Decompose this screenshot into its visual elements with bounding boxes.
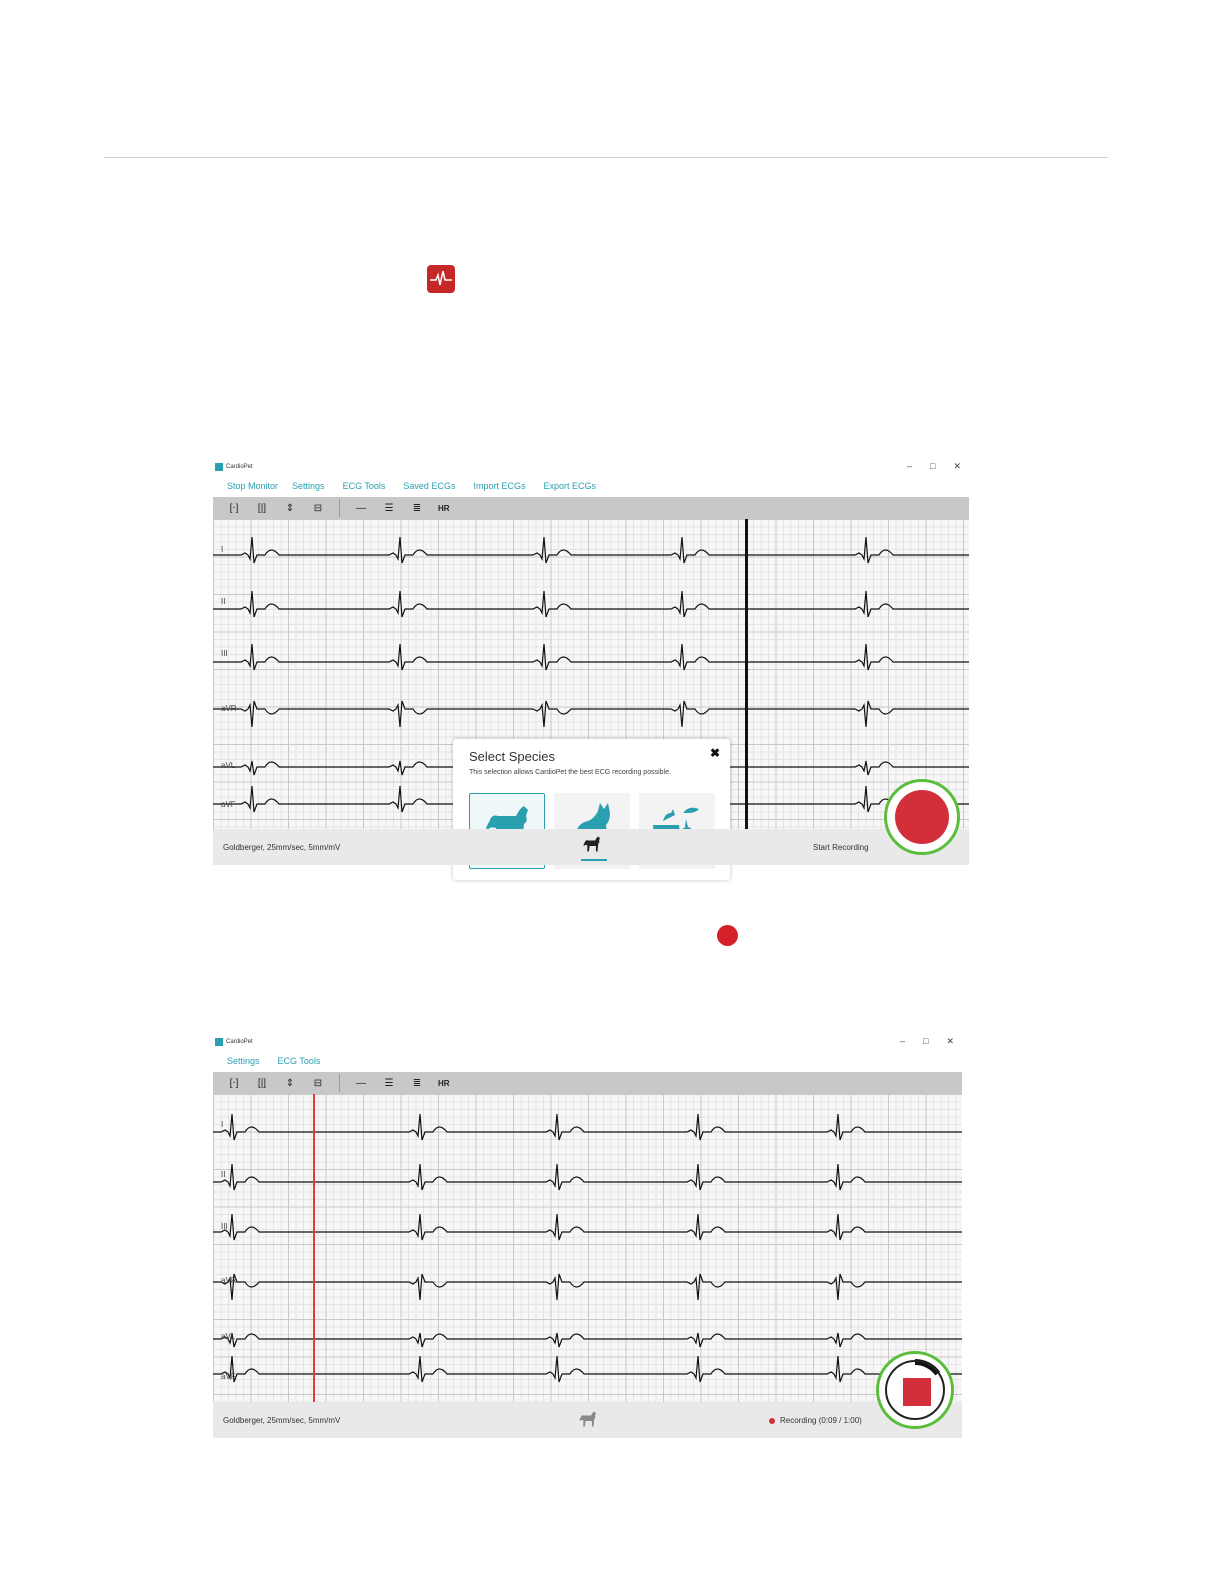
title-bar [213,459,969,475]
screenshot-recording [213,1034,962,1438]
lead-label-iii: III [221,649,228,658]
lead-label-ii: II [221,597,226,606]
ecg-lead-trace [213,701,969,727]
three-lead-icon[interactable]: ☰ [384,502,394,514]
start-recording-label: Start Recording [813,843,869,852]
menu-saved-ecgs[interactable]: Saved ECGs [403,481,456,491]
stop-recording-button[interactable] [876,1351,954,1429]
hr-button[interactable]: HR [438,1078,450,1088]
ecg-lead-trace [213,591,969,617]
ecg-lead-trace [213,1356,962,1382]
lead-label-avr: aVR [221,1276,237,1285]
menu-stop-monitor[interactable]: Stop Monitor [227,481,279,491]
dialog-subtitle: This selection allows CardioPet the best ECG recording possible. [469,769,671,776]
app-title: CardioPet [226,1039,253,1045]
display-settings-text: Goldberger, 25mm/sec, 5mm/mV [223,1416,341,1425]
single-lead-icon[interactable]: — [356,1077,366,1089]
active-tab-indicator [581,859,607,861]
recording-indicator-icon [769,1418,775,1424]
display-settings-text: Goldberger, 25mm/sec, 5mm/mV [223,843,341,852]
ecg-lead-trace [213,1214,962,1240]
compress-icon[interactable]: ⇕ [285,502,295,514]
ecg-lead-trace [213,537,969,563]
page-divider [104,157,1108,158]
dog-icon [581,833,603,855]
species-tab[interactable] [581,833,607,861]
toolbar [213,1072,962,1094]
expand-h-icon[interactable]: [‧] [229,1077,239,1089]
menu-export-ecgs[interactable]: Export ECGs [543,481,596,491]
sweep-cursor [745,519,748,829]
minimize-button[interactable]: – [907,461,913,471]
dialog-title: Select Species [469,749,555,764]
menu-ecg-tools[interactable]: ECG Tools [342,481,386,491]
cardiopet-app-icon [427,265,455,293]
ecg-grid [213,519,969,829]
three-lead-icon[interactable]: ☰ [384,1077,394,1089]
expand-h-icon[interactable]: [‧] [229,502,239,514]
hr-button[interactable]: HR [438,503,450,513]
close-window-button[interactable]: ✕ [946,1036,954,1046]
lead-label-ii: II [221,1170,226,1179]
status-bar [213,1402,962,1438]
app-logo-icon [215,1038,223,1046]
expand-v-icon[interactable]: [|] [257,502,267,514]
species-tab[interactable] [577,1408,599,1432]
six-lead-icon[interactable]: ≣ [412,1077,422,1089]
lead-label-avf: aVF [221,1372,236,1381]
screenshot-select-species [213,459,969,865]
status-bar [213,829,969,865]
toolbar [213,497,969,519]
close-window-button[interactable]: ✕ [953,461,961,471]
lead-label-i: I [221,1120,224,1129]
ecg-lead-trace [213,1333,962,1347]
menu-bar [213,481,969,491]
record-icon [717,925,738,946]
lead-label-i: I [221,545,224,554]
expand-v-icon[interactable]: [|] [257,1077,267,1089]
record-icon [895,790,949,844]
ecg-lead-trace [213,644,969,670]
lead-label-avr: aVR [221,704,237,713]
toolbar-separator [339,1074,340,1092]
ecg-lead-trace [213,1274,962,1300]
minimize-button[interactable]: – [900,1036,906,1046]
single-lead-icon[interactable]: — [356,502,366,514]
recording-status-text: Recording (0:09 / 1:00) [780,1416,862,1425]
menu-settings[interactable]: Settings [292,481,325,491]
menu-import-ecgs[interactable]: Import ECGs [473,481,526,491]
fit-icon[interactable]: ⊟ [313,1077,323,1089]
toolbar-separator [339,499,340,517]
dialog-close-button[interactable]: ✖ [709,746,720,760]
ecg-grid [213,1094,962,1402]
ecg-lead-trace [213,1114,962,1140]
recording-cursor [313,1094,315,1402]
ecg-traces [213,1094,962,1402]
app-logo-icon [215,463,223,471]
lead-label-iii: III [221,1222,228,1231]
lead-label-avl: aVL [221,761,236,770]
dog-icon [577,1408,599,1430]
menu-settings[interactable]: Settings [227,1056,260,1066]
recording-status [769,1416,862,1425]
title-bar [213,1034,962,1050]
stop-icon [903,1378,931,1406]
maximize-button[interactable]: □ [923,1036,929,1046]
menu-bar [213,1056,962,1066]
start-recording-button[interactable] [884,779,960,855]
six-lead-icon[interactable]: ≣ [412,502,422,514]
fit-icon[interactable]: ⊟ [313,502,323,514]
compress-icon[interactable]: ⇕ [285,1077,295,1089]
maximize-button[interactable]: □ [930,461,936,471]
lead-label-avf: aVF [221,800,236,809]
ecg-lead-trace [213,1164,962,1190]
lead-label-avl: aVL [221,1332,236,1341]
app-title: CardioPet [226,464,253,470]
menu-ecg-tools[interactable]: ECG Tools [277,1056,321,1066]
